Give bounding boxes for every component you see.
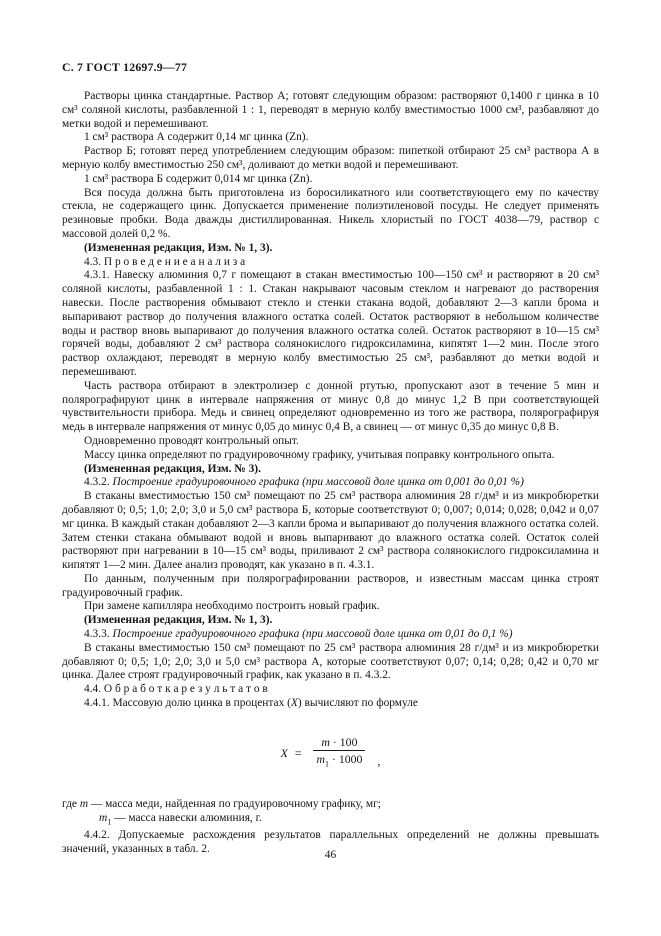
subsection-heading-4-3-3 xyxy=(62,628,599,642)
paragraph-formula-intro xyxy=(62,697,599,711)
page-number: 46 xyxy=(324,849,337,861)
paragraph-calibration-high: В стаканы вместимостью 150 см³ помещают по 25 см³ раствора алюминия 28 г/дм³ и из микробюретки добавляют 0; 0,5; 1,0; 2,0; 3,0 и 5,0 см³ раствора А, которые соответствуют 0,07; 0,14; 0,28; 0,42 и 0,70 мг цинка. Далее строят градуировочный график, как указано в п. 4.3.2. xyxy=(62,641,599,682)
subscript-1: 1 xyxy=(325,759,330,769)
paragraph-solution-a-content: 1 см³ раствора А содержит 0,14 мг цинка (Zn). xyxy=(84,131,309,144)
definition-lead: где xyxy=(62,798,80,811)
paragraph-solution-b-content: 1 см³ раствора Б содержит 0,014 мг цинка (Zn). xyxy=(84,172,313,185)
variable-m1: m xyxy=(316,751,326,766)
page-header: С. 7 ГОСТ 12697.9—77 xyxy=(62,60,188,74)
paragraph-calibration-low: В стаканы вместимостью 150 см³ помещают по 25 см³ раствора алюминия 28 г/дм³ и из микробюретки добавляют 0; 0,5; 1,0; 2,0; 3,0 и 5,0 см³ раствора Б, которые соответствуют 0; 0,007; 0,014; 0,028; 0,042 и 0,07 мг цинка. В каждый стакан добавляют 2—3 капли брома и выпаривают до получения влажного остатка солей. Затем стенки стакана обмывают водой и вновь выпаривают до влажного остатка солей. Остаток солей растворяют при нагревании в 10—15 см³ воды, приливают 2 см³ раствора солянокислого гидроксиламина и кипятят 1—2 мин. Далее анализ проводят, как указано в п. 4.3.1. xyxy=(62,490,599,572)
variable-m1: m xyxy=(99,812,108,825)
formula xyxy=(62,735,599,771)
paragraph-solutions-a: Растворы цинка стандартные. Раствор А; готовят следующим образом: растворяют 0,1400 г цинка в 10 см³ соляной кислоты, разбавленной 1 : 1, переводят в мерную колбу вместимостью 1000 см³, разбавляют до метки водой и перемешивают. xyxy=(62,90,599,130)
subsection-number: 4.3.2. xyxy=(84,476,113,489)
text-block xyxy=(62,60,599,857)
paragraph-glassware: Вся посуда должна быть приготовлена из боросиликатного или соответствующего ему по качеству стекла, не содержащего цинк. Допускается применение полиэтиленовой посуды. Не следует применять резиновые пробки. Вода дважды дистиллированная. Никель хлористый по ГОСТ 4038—79, раствор с массовой долей 0,2 %. xyxy=(62,186,599,240)
subsection-title: Построение градуировочного графика (при массовой доле цинка от 0,001 до 0,01 %) xyxy=(112,476,524,489)
fraction xyxy=(308,735,370,771)
variable-x: X xyxy=(290,697,298,710)
paragraph-amended-note-2: (Измененная редакция, Изм. № 3). xyxy=(84,462,261,475)
formula-intro-tail: ) вычисляют по формуле xyxy=(297,697,418,710)
paragraph-solution-b: Раствор Б; готовят перед употреблением следующим образом: пипеткой отбирают 25 см³ раствора А в мерную колбу вместимостью 250 см³, доливают до метки водой и перемешивают. xyxy=(62,145,599,171)
formula-lhs: X xyxy=(280,745,288,760)
formula-comma: , xyxy=(377,754,381,769)
formula-intro-text: 4.4.1. Массовую долю цинка в процентах ( xyxy=(84,697,291,710)
paragraph-graph-plot: По данным, полученным при полярографировании растворов, и известным массам цинка строят градуировочный график. xyxy=(62,572,599,599)
numerator-constant: · 100 xyxy=(329,734,358,749)
paragraph-control-test: Одновременно проводят контрольный опыт. xyxy=(84,434,299,447)
variable-m: m xyxy=(79,798,89,811)
definition-text: — масса меди, найденная по градуировочному графику, мг; xyxy=(88,798,381,811)
variable-definitions xyxy=(62,798,599,829)
variable-m: m xyxy=(321,734,330,749)
definition-m xyxy=(62,798,599,812)
fraction-numerator xyxy=(313,735,365,751)
section-heading-4-3: 4.3. П р о в е д е н и е а н а л и з а xyxy=(84,255,246,268)
paragraph-4-3-1: 4.3.1. Навеску алюминия 0,7 г помещают в стакан вместимостью 100—150 см³ и растворяют в 20 см³ соляной кислоты, разбавленной 1 : 1. Стакан накрывают часовым стеклом и нагревают до растворения навески. После растворения обмывают стекло и стенки стакана водой, добавляют 2—3 капли брома и выпаривают раствор до получения влажного остатка солей. Остаток растворяют в небольшом количестве воды и раствор вновь выпаривают до получения влажного остатка солей. Остаток растворяют в 10—15 см³ горячей воды, добавляют 2 см³ раствора солянокислого гидроксиламина, кипятят 1—2 мин. После этого раствор охлаждают, переводят в мерную колбу вместимостью 25 см³, разбавляют до метки водой и перемешивают. xyxy=(62,269,599,378)
paragraph-4-4-2: 4.4.2. Допускаемые расхождения результатов параллельных определений не должны превышать значений, указанных в табл. 2. xyxy=(62,829,599,855)
definition-m1 xyxy=(62,812,599,829)
paragraph-electrolyzer: Часть раствора отбирают в электролизер с донной ртутью, пропускают азот в течение 5 мин и полярографируют цинк в интервале напряжения от минус 0,8 до минус 1,2 В при соответствующей чувствительности прибора. Медь и свинец определяют одновременно из того же раствора, полярографируя медь в интервале напряжения от минус 0,05 до минус 0,4 В, а свинец — от минус 0,35 до минус 0,8 В. xyxy=(62,379,599,434)
paragraph-amended-note-1: (Измененная редакция, Изм. № 1, 3). xyxy=(84,241,273,254)
subsection-title: Построение градуировочного графика (при массовой доле цинка от 0,01 до 0,1 %) xyxy=(112,628,513,641)
definition-text: — масса навески алюминия, г. xyxy=(111,812,262,825)
subscript-1: 1 xyxy=(107,817,112,827)
paragraph-capillary: При замене капилляра необходимо построить новый график. xyxy=(84,600,380,613)
fraction-denominator xyxy=(308,751,370,771)
subsection-heading-4-3-2 xyxy=(62,476,599,490)
paragraph-amended-note-3: (Измененная редакция, Изм. № 1, 3). xyxy=(84,614,273,627)
subsection-number: 4.3.3. xyxy=(84,628,113,641)
paragraph-zinc-mass: Массу цинка определяют по градуировочному графику, учитывая поправку контрольного опыта. xyxy=(84,448,555,461)
section-heading-4-4: 4.4. О б р а б о т к а р е з у л ь т а т о в xyxy=(84,683,268,696)
denominator-constant: · 1000 xyxy=(329,751,363,766)
equals-sign: = xyxy=(294,745,302,760)
